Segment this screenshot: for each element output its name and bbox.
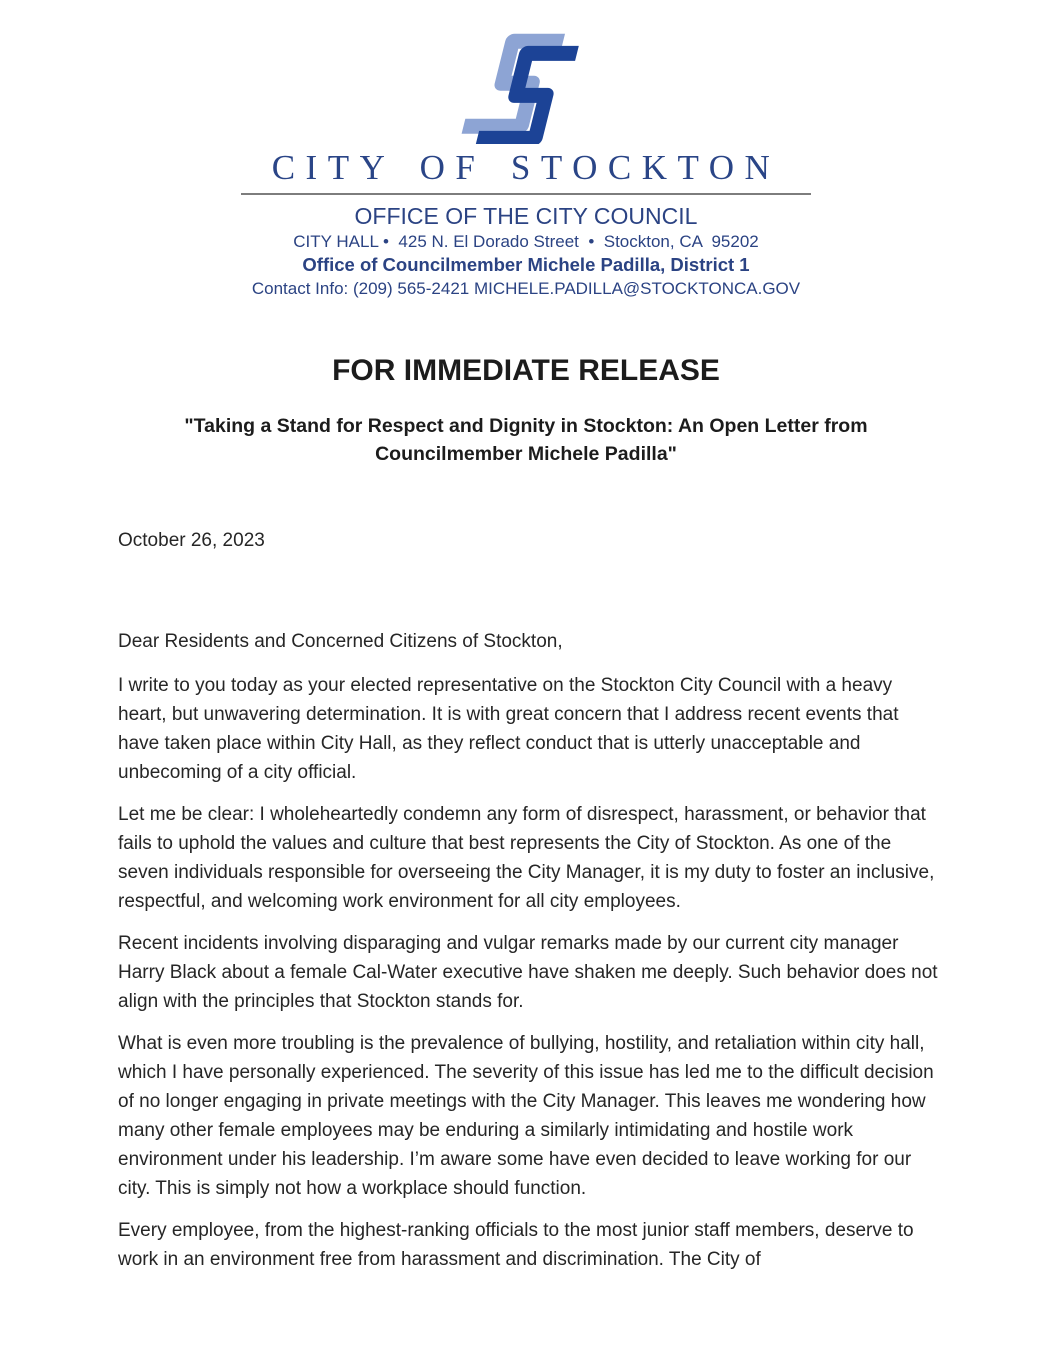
release-heading: FOR IMMEDIATE RELEASE — [332, 354, 720, 387]
release-subtitle: "Taking a Stand for Respect and Dignity in Stockton: An Open Letter from Councilmember Michele Padilla" — [184, 415, 868, 465]
letterhead-divider — [241, 193, 811, 195]
letter-paragraph: Recent incidents involving disparaging and vulgar remarks made by our current city manager Harry Black about a female Cal-Water executive have shaken me deeply. Such behavior does not align with the principles that Stockton stands for. — [118, 933, 938, 1012]
letter-paragraph: What is even more troubling is the prevalence of bullying, hostility, and retaliation within city hall, which I have personally experienced. The severity of this issue has led me to the difficult decision of no longer engaging in private meetings with the City Manager. This leaves me wondering how many other female employees may be enduring a similarly intimidating and hostile work environment under his leadership. I’m aware some have even decided to leave working for our city. This is simply not how a workplace should function. — [118, 1033, 934, 1199]
letter-date: October 26, 2023 — [118, 530, 265, 551]
letterhead — [0, 30, 1052, 300]
letter-content — [118, 526, 940, 1274]
letterhead-contact-line: Contact Info: (209) 565-2421 MICHELE.PADILLA@STOCKTONCA.GOV — [251, 279, 801, 298]
letter-paragraph: Let me be clear: I wholeheartedly condemn any form of disrespect, harassment, or behavior that fails to uphold the values and culture that best represents the City of Stockton. As one of the seven individuals responsible for overseeing the City Manager, it is my duty to foster an inclusive, respectful, and welcoming work environment for all city employees. — [118, 804, 935, 912]
press-release-body — [0, 354, 1052, 1274]
org-name: CITY OF STOCKTON — [271, 148, 781, 187]
letterhead-address-line: CITY HALL • 425 N. El Dorado Street • Stockton, CA 95202 — [293, 232, 759, 251]
letter-paragraph: Every employee, from the highest-ranking officials to the most junior staff members, deserve to work in an environment free from harassment and discrimination. The City of — [118, 1220, 914, 1270]
letter-paragraphs — [118, 671, 940, 1274]
letter-paragraph: I write to you today as your elected representative on the Stockton City Council with a heavy heart, but unwavering determination. It is with great concern that I address recent events that have taken place within City Hall, as they reflect conduct that is utterly unacceptable and unbecoming of a city official. — [118, 675, 899, 783]
letter-salutation: Dear Residents and Concerned Citizens of Stockton, — [118, 631, 563, 652]
letterhead-office-title: OFFICE OF THE CITY COUNCIL — [354, 203, 698, 229]
city-of-stockton-logo — [0, 30, 1052, 144]
letterhead-department-line: Office of Councilmember Michele Padilla, District 1 — [302, 254, 750, 275]
